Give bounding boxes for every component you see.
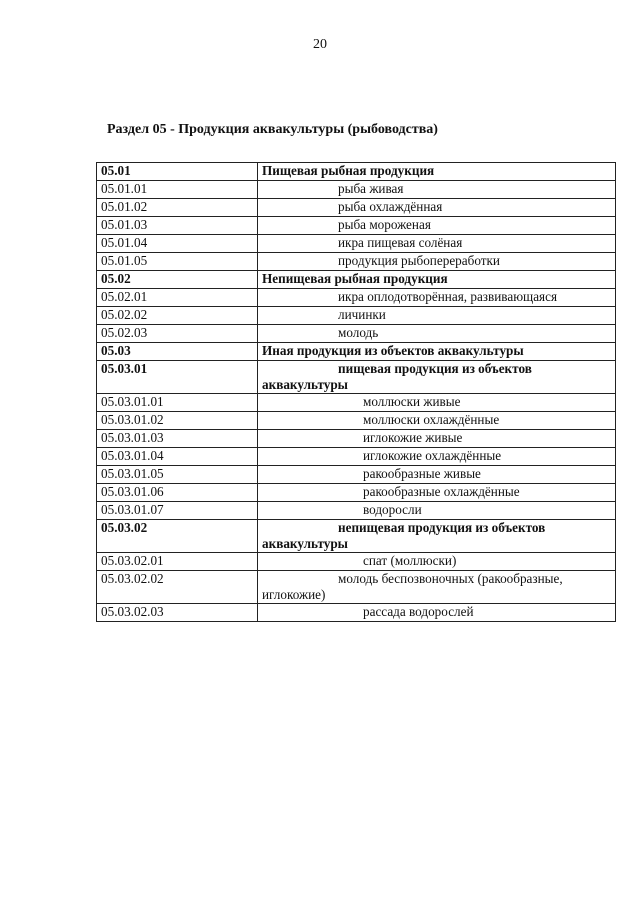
code-cell: 05.01.02	[97, 199, 258, 217]
name-cell	[258, 571, 616, 604]
item-name: иглокожие охлаждённые	[363, 448, 502, 463]
code-cell: 05.03.01.05	[97, 466, 258, 484]
table-row	[97, 412, 616, 430]
item-name: непищевая продукция из объектов аквакультуры	[262, 520, 546, 551]
item-name: молодь беспозвоночных (ракообразные, иглокожие)	[262, 571, 563, 602]
table-row	[97, 253, 616, 271]
code-cell: 05.03.02	[97, 520, 258, 553]
table-row	[97, 325, 616, 343]
table-row	[97, 466, 616, 484]
code-cell: 05.01	[97, 163, 258, 181]
code-cell: 05.01.03	[97, 217, 258, 235]
name-cell	[258, 412, 616, 430]
item-name: личинки	[338, 307, 386, 322]
item-name: Иная продукция из объектов аквакультуры	[262, 343, 524, 358]
item-name: рыба мороженая	[338, 217, 431, 232]
name-cell	[258, 343, 616, 361]
item-name: моллюски живые	[363, 394, 461, 409]
name-cell	[258, 163, 616, 181]
name-cell	[258, 430, 616, 448]
table-row	[97, 343, 616, 361]
name-cell	[258, 394, 616, 412]
code-cell: 05.03.01	[97, 361, 258, 394]
item-name: Пищевая рыбная продукция	[262, 163, 435, 178]
item-name: ракообразные охлаждённые	[363, 484, 520, 499]
item-name: молодь	[338, 325, 379, 340]
table-row	[97, 307, 616, 325]
table-row	[97, 448, 616, 466]
item-name: икра оплодотворённая, развивающаяся	[338, 289, 558, 304]
table-row	[97, 361, 616, 394]
name-cell	[258, 484, 616, 502]
code-cell: 05.01.04	[97, 235, 258, 253]
table-row	[97, 553, 616, 571]
code-cell: 05.03.02.03	[97, 604, 258, 622]
item-name: иглокожие живые	[363, 430, 463, 445]
table-row	[97, 235, 616, 253]
code-cell: 05.03.01.03	[97, 430, 258, 448]
code-cell: 05.03.01.04	[97, 448, 258, 466]
name-cell	[258, 181, 616, 199]
item-name: водоросли	[363, 502, 422, 517]
item-name: рыба живая	[338, 181, 404, 196]
item-name: Непищевая рыбная продукция	[262, 271, 448, 286]
table-row	[97, 502, 616, 520]
item-name: спат (моллюски)	[363, 553, 457, 568]
item-name: пищевая продукция из объектов аквакультуры	[262, 361, 532, 392]
code-cell: 05.01.01	[97, 181, 258, 199]
table-row	[97, 484, 616, 502]
name-cell	[258, 235, 616, 253]
item-name: моллюски охлаждённые	[363, 412, 500, 427]
name-cell	[258, 502, 616, 520]
table-row	[97, 571, 616, 604]
section-title: Раздел 05 - Продукция аквакультуры (рыбоводства)	[107, 122, 438, 137]
name-cell	[258, 361, 616, 394]
table-body	[97, 163, 616, 622]
name-cell	[258, 307, 616, 325]
code-cell: 05.03.01.06	[97, 484, 258, 502]
name-cell	[258, 448, 616, 466]
code-cell: 05.03	[97, 343, 258, 361]
name-cell	[258, 325, 616, 343]
name-cell	[258, 271, 616, 289]
item-name: рассада водорослей	[363, 604, 474, 619]
item-name: икра пищевая солёная	[338, 235, 463, 250]
name-cell	[258, 289, 616, 307]
table-row	[97, 394, 616, 412]
code-cell: 05.02.01	[97, 289, 258, 307]
code-cell: 05.02.02	[97, 307, 258, 325]
table-row	[97, 271, 616, 289]
table-row	[97, 199, 616, 217]
name-cell	[258, 553, 616, 571]
table-row	[97, 604, 616, 622]
name-cell	[258, 253, 616, 271]
name-cell	[258, 604, 616, 622]
table-row	[97, 289, 616, 307]
name-cell	[258, 217, 616, 235]
code-cell: 05.02.03	[97, 325, 258, 343]
table-row	[97, 520, 616, 553]
name-cell	[258, 520, 616, 553]
code-cell: 05.02	[97, 271, 258, 289]
table-row	[97, 181, 616, 199]
code-cell: 05.01.05	[97, 253, 258, 271]
name-cell	[258, 199, 616, 217]
page-number: 20	[313, 37, 327, 52]
table-row	[97, 163, 616, 181]
item-name: ракообразные живые	[363, 466, 481, 481]
code-cell: 05.03.01.07	[97, 502, 258, 520]
table-row	[97, 217, 616, 235]
code-cell: 05.03.01.01	[97, 394, 258, 412]
code-cell: 05.03.02.02	[97, 571, 258, 604]
classification-table	[96, 162, 616, 622]
code-cell: 05.03.01.02	[97, 412, 258, 430]
item-name: рыба охлаждённая	[338, 199, 443, 214]
item-name: продукция рыбопереработки	[338, 253, 500, 268]
code-cell: 05.03.02.01	[97, 553, 258, 571]
table-row	[97, 430, 616, 448]
name-cell	[258, 466, 616, 484]
